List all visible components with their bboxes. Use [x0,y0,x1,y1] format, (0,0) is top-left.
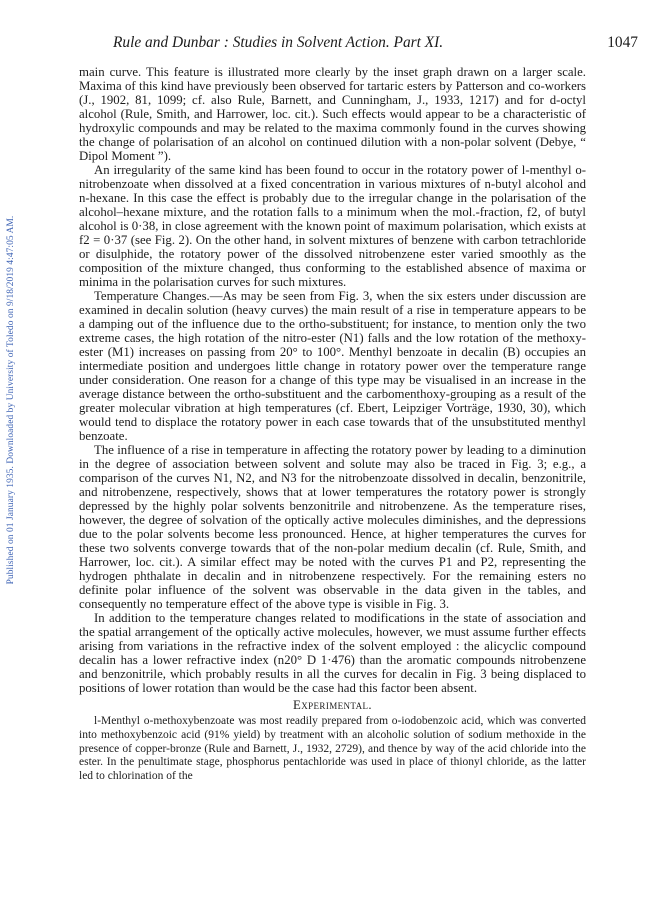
paragraph: Temperature Changes.—As may be seen from Fig. 3, when the six esters under discussion are examined in decalin solution (heavy curves) the main result of a rise in temperature appears to be a damping out of the influence due to the ortho-substituent; for instance, to mention only the two extreme cases, the high rotation of the nitro-ester (N1) falls and the low rotation of the methoxy-ester (M1) increases on passing from 20° to 100°. Menthyl benzoate in decalin (B) occupies an intermediate position and undergoes little change in rotatory power over the temperature range under consideration. One reason for a change of this type may be visualised in an increase in the average distance between the ortho-substituent and the carbomenthoxy-grouping as a result of the greater molecular vibration at high temperatures (cf. Ebert, Leipziger Vorträge, 1930, 30), which would tend to displace the rotatory power in each case towards that of the unsubstituted menthyl benzoate. [79,289,586,443]
paragraph: l-Menthyl o-methoxybenzoate was most readily prepared from o-iodobenzoic acid, which was converted into methoxybenzoic acid (91% yield) by treatment with an alcoholic solution of sodium methoxide in the presence of copper-bronze (Rule and Barnett, J., 1932, 2729), and thence by way of the acid chloride into the ester. In the penultimate stage, phosphorus pentachloride was used in place of thionyl chloride, as the latter led to chlorination of the [79,715,586,783]
paragraph: In addition to the temperature changes related to modifications in the state of association and the spatial arrangement of the optically active molecules, however, we must assume further effects arising from variations in the refractive index of the solvent employed : the alicyclic compound decalin has a lower refractive index (n20° D 1·476) than the aromatic compounds nitrobenzene and benzonitrile, which probably results in all the curves for decalin in Fig. 3 being displaced to positions of lower rotation than would be the case had this factor been absent. [79,611,586,695]
article-body [79,65,586,784]
running-head-title: Rule and Dunbar : Studies in Solvent Action. Part XI. [113,34,444,51]
paragraph: main curve. This feature is illustrated more clearly by the inset graph drawn on a larger scale. Maxima of this kind have previously been observed for tartaric esters by Patterson and co-workers (J., 1902, 81, 1099; cf. also Rule, Barnett, and Cunningham, J., 1933, 1217) and for d-octyl alcohol (Rule, Smith, and Harrower, loc. cit.). Such effects would appear to be a characteristic of hydroxylic compounds and may be related to the maxima commonly found in the curves showing the change of polarisation of an alcohol on continued dilution with a non-polar solvent (Debye, “ Dipol Moment ”). [79,65,586,163]
paragraph: An irregularity of the same kind has been found to occur in the rotatory power of l-menthyl o-nitrobenzoate when dissolved at a fixed concentration in various mixtures of n-butyl alcohol and n-hexane. In this case the effect is probably due to the irregular change in the polarisation of the alcohol–hexane mixture, and the rotation falls to a minimum when the mol.-fraction, f2, of butyl alcohol is 0·38, in close agreement with the known point of maximum polarisation, which exists at f2 = 0·37 (see Fig. 2). On the other hand, in solvent mixtures of benzene with carbon tetrachloride or disulphide, the rotatory power of the dissolved nitrobenzene ester varied smoothly as the composition of the mixture changed, thus conforming to the established absence of maxima or minima in the polarisation curves for such mixtures. [79,163,586,289]
section-heading: Experimental. [293,698,372,712]
download-stamp [0,140,22,660]
page-number: 1047 [607,34,638,51]
paragraph: The influence of a rise in temperature in affecting the rotatory power by leading to a diminution in the degree of association between solvent and solute may also be traced in Fig. 3; e.g., a comparison of the curves N1, N2, and N3 for the nitrobenzoate dissolved in decalin, benzonitrile, and nitrobenzene, respectively, shows that at lower temperatures the rotatory power is strongly depressed by the highly polar solvents benzonitrile and nitrobenzene. As the temperature rises, however, the degree of solvation of the optically active molecules diminishes, and the depressions due to the polar solvents become less pronounced. Hence, at higher temperatures the curves for these two solvents converge towards that of the non-polar medium decalin (cf. Rule, Smith, and Harrower, loc. cit.). A similar effect may be noted with the curves P1 and P2, representing the hydrogen phthalate in decalin and in nitrobenzene respectively. For the remaining esters no definite polar influence of the solvent was observable in the data given in the tables, and consequently no temperature effect of the above type is visible in Fig. 3. [79,443,586,611]
running-head [64,34,664,54]
download-stamp-text: Published on 01 January 1935. Downloaded by University of Toledo on 9/18/2019 4:47:05 AM. [6,215,16,585]
